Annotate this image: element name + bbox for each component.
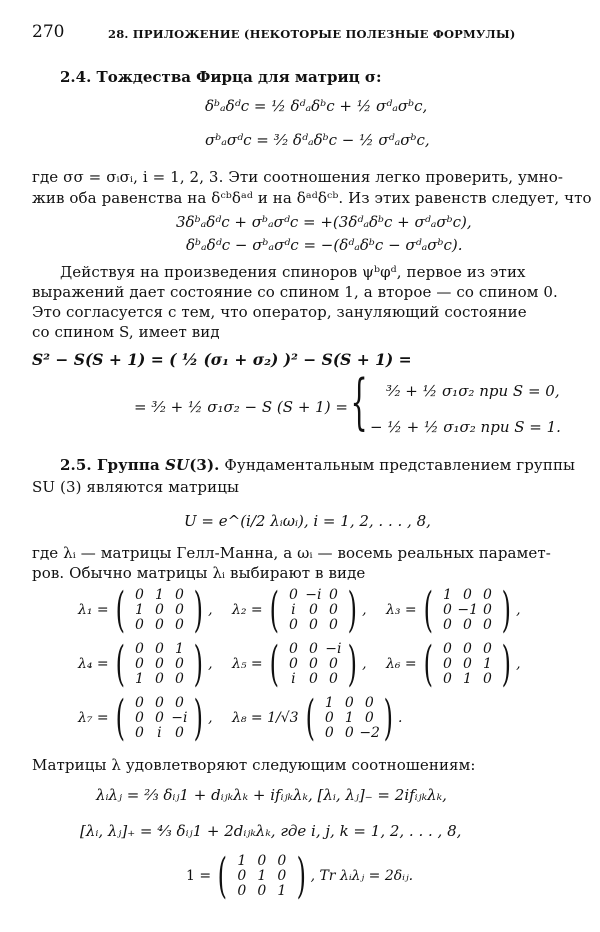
matrix-grid <box>232 854 292 899</box>
heading-group-name: SU <box>165 456 190 474</box>
right-paren: ) <box>502 582 512 638</box>
equation-fierz-3: 3δᵇₐδᵈc + σᵇₐσᵈc = +(3δᵈₐδᵇc + σᵈₐσᵇc), <box>176 213 472 231</box>
gell-mann-lambda-8: λ₈ = 1/√3 ( 1 0 0 0 1 0 0 0 −2 ) . <box>232 690 403 746</box>
matrix-entry: 0 <box>442 670 452 687</box>
paragraph-line: Действуя на произведения спиноров ψᵇφᵈ, первое из этих <box>60 263 526 281</box>
equation-product: λᵢλⱼ = ⅔ δᵢⱼ1 + dᵢⱼₖλₖ + ifᵢⱼₖλₖ, [λᵢ, λⱼ]₋ = 2ifᵢⱼₖλₖ, <box>96 786 447 804</box>
left-paren: ( <box>269 636 279 692</box>
matrix-entry: 0 <box>344 724 354 741</box>
matrix-entry: −i <box>171 709 188 726</box>
matrix-label: λ₈ = 1/√3 <box>232 710 299 726</box>
matrix-entry: 1 <box>154 586 164 603</box>
gell-mann-lambda-2: λ₂ = ( 0 −i 0 i 0 0 0 0 0 ) , <box>232 582 367 638</box>
equation-fierz-4: δᵇₐδᵈc − σᵇₐσᵈc = −(δᵈₐδᵇc − σᵈₐσᵇc). <box>186 236 463 254</box>
matrix-label: λ₃ = <box>386 602 417 618</box>
matrix-entry: 0 <box>174 616 184 633</box>
matrix-label: λ₇ = <box>78 710 109 726</box>
right-paren: ) <box>194 636 204 692</box>
equation-fierz-2: σᵇₐσᵈc = ³⁄₂ δᵈₐδᵇc − ½ σᵈₐσᵇc, <box>205 131 430 149</box>
matrix-entry: −i <box>325 640 342 657</box>
matrix-entry: i <box>291 670 296 687</box>
left-paren: ( <box>115 690 125 746</box>
left-paren: ( <box>269 582 279 638</box>
matrix-grid <box>129 588 189 633</box>
paragraph-line: со спином S, имеет вид <box>32 323 220 341</box>
matrix-entry: 0 <box>154 640 164 657</box>
matrix-entry: 0 <box>154 694 164 711</box>
matrix-entry: 0 <box>288 616 298 633</box>
matrix-entry: 0 <box>277 867 287 884</box>
matrix-entry: 0 <box>462 616 472 633</box>
matrix-entry: 0 <box>288 640 298 657</box>
equation-case-spin-1: − ½ + ½ σ₁σ₂ при S = 1. <box>370 418 561 436</box>
right-paren: ) <box>383 690 394 746</box>
matrix-label: λ₆ = <box>386 656 417 672</box>
paragraph-line: где λᵢ — матрицы Гелл-Манна, а ωᵢ — восемь реальных парамет- <box>32 544 551 562</box>
matrix-entry: 0 <box>364 694 374 711</box>
matrix-entry: 0 <box>134 640 144 657</box>
left-paren: ( <box>115 582 125 638</box>
heading-label: 2.5. Группа <box>60 456 166 474</box>
matrix-entry: 1 <box>257 867 267 884</box>
right-paren: ) <box>348 636 358 692</box>
left-paren: ( <box>305 690 315 746</box>
matrix-entry: i <box>291 601 296 618</box>
page-number: 270 <box>32 22 65 42</box>
matrix-entry: 0 <box>237 882 247 899</box>
matrix-entry: 1 <box>442 586 452 603</box>
paragraph-line: SU (3) являются матрицы <box>32 478 239 496</box>
matrix-entry: 0 <box>364 709 374 726</box>
matrix-entry: 0 <box>442 640 452 657</box>
gell-mann-lambda-1: λ₁ = ( 0 1 0 1 0 0 0 0 0 ) , <box>78 582 213 638</box>
matrix-entry: 0 <box>134 655 144 672</box>
matrix-entry: 0 <box>462 640 472 657</box>
matrix-entry: 0 <box>154 616 164 633</box>
matrix-grid <box>129 696 189 741</box>
matrix-entry: 0 <box>328 655 338 672</box>
matrix-entry: 1 <box>174 640 184 657</box>
matrix-entry: 0 <box>482 670 492 687</box>
section-heading-2-5 <box>60 456 575 474</box>
matrix-entry: 1 <box>237 852 247 869</box>
matrix-entry: 0 <box>174 694 184 711</box>
matrix-entry: 0 <box>154 670 164 687</box>
matrix-entry: 0 <box>308 655 318 672</box>
section-heading-2-4: 2.4. Тождества Фирца для матриц σ: <box>60 68 382 86</box>
matrix-grid <box>319 696 379 741</box>
matrix-entry: 0 <box>174 724 184 741</box>
matrix-entry: 0 <box>328 616 338 633</box>
matrix-entry: 1 <box>134 670 144 687</box>
matrix-entry: 0 <box>134 724 144 741</box>
matrix-entry: 0 <box>134 616 144 633</box>
matrix-entry: −2 <box>359 724 380 741</box>
paragraph-line: выражений дает состояние со спином 1, а второе — со спином 0. <box>32 283 558 301</box>
gell-mann-lambda-3: λ₃ = ( 1 0 0 0 −1 0 0 0 0 ) , <box>386 582 521 638</box>
matrix-entry: 0 <box>328 601 338 618</box>
matrix-entry: 0 <box>288 586 298 603</box>
gell-mann-lambda-6: λ₆ = ( 0 0 0 0 0 1 0 1 0 ) , <box>386 636 521 692</box>
equation-spin-operator-rhs: = ³⁄₂ + ½ σ₁σ₂ − S (S + 1) = <box>134 398 348 416</box>
matrix-entry: 0 <box>257 852 267 869</box>
matrix-entry: 0 <box>308 616 318 633</box>
matrix-label: λ₁ = <box>78 602 109 618</box>
running-head: 28. ПРИЛОЖЕНИЕ (НЕКОТОРЫЕ ПОЛЕЗНЫЕ ФОРМУЛЫ) <box>108 27 516 41</box>
matrix-entry: 0 <box>174 670 184 687</box>
matrix-label: λ₄ = <box>78 656 109 672</box>
left-paren: ( <box>217 848 228 904</box>
right-paren: ) <box>502 636 512 692</box>
equation-anticommutator: [λᵢ, λⱼ]₊ = ⁴⁄₃ δᵢⱼ1 + 2dᵢⱼₖλₖ, где i, j, k = 1, 2, . . . , 8, <box>80 822 462 840</box>
matrix-entry: 0 <box>482 640 492 657</box>
matrix-grid <box>437 588 497 633</box>
matrix-entry: 0 <box>237 867 247 884</box>
gell-mann-lambda-7: λ₇ = ( 0 0 0 0 0 −i 0 i 0 ) , <box>78 690 213 746</box>
paragraph-line: Матрицы λ удовлетворяют следующим соотношениям: <box>32 756 476 774</box>
matrix-entry: 0 <box>257 882 267 899</box>
right-paren: ) <box>348 582 358 638</box>
matrix-entry: 0 <box>288 655 298 672</box>
matrix-entry: i <box>157 724 162 741</box>
gell-mann-lambda-4: λ₄ = ( 0 0 1 0 0 0 1 0 0 ) , <box>78 636 213 692</box>
matrix-grid <box>283 588 343 633</box>
matrix-entry: 0 <box>134 586 144 603</box>
paragraph-line: жив оба равенства на δᶜᵇδᵃᵈ и на δᵃᵈδᶜᵇ. Из этих равенств следует, что <box>32 189 592 207</box>
matrix-entry: 0 <box>442 601 452 618</box>
equation-spin-operator: S² − S(S + 1) = ( ½ (σ₁ + σ₂) )² − S(S + 1) = <box>32 350 412 369</box>
matrix-entry: 0 <box>174 655 184 672</box>
right-paren: ) <box>194 582 204 638</box>
matrix-entry: 1 <box>482 655 492 672</box>
identity-matrix <box>186 848 414 904</box>
matrix-entry: 0 <box>344 694 354 711</box>
matrix-entry: 0 <box>324 709 334 726</box>
matrix-entry: 0 <box>462 655 472 672</box>
matrix-entry: 0 <box>154 709 164 726</box>
matrix-entry: 0 <box>277 852 287 869</box>
matrix-label: 1 = <box>186 868 212 884</box>
matrix-entry: 1 <box>134 601 144 618</box>
matrix-grid <box>283 642 343 687</box>
matrix-entry: 0 <box>134 709 144 726</box>
paragraph-line: Это согласуется с тем, что оператор, зануляющий состояние <box>32 303 527 321</box>
equation-su3-element: U = e^(i/2 λᵢωᵢ), i = 1, 2, . . . , 8, <box>184 512 431 530</box>
matrix-entry: 0 <box>328 586 338 603</box>
matrix-entry: 0 <box>174 601 184 618</box>
equation-case-spin-0: ³⁄₂ + ½ σ₁σ₂ при S = 0, <box>386 382 560 400</box>
left-paren: ( <box>423 636 433 692</box>
left-paren: ( <box>423 582 433 638</box>
matrix-entry: 0 <box>482 586 492 603</box>
matrix-entry: 0 <box>154 655 164 672</box>
trace-relation: , Tr λᵢλⱼ = 2δᵢⱼ. <box>310 868 414 884</box>
heading-group-arg: (3). <box>189 456 220 474</box>
right-paren: ) <box>194 690 204 746</box>
matrix-entry: −1 <box>457 601 479 618</box>
cases-brace: { <box>350 367 368 437</box>
matrix-label: λ₅ = <box>232 656 263 672</box>
matrix-entry: 1 <box>277 882 287 899</box>
matrix-entry: 0 <box>328 670 338 687</box>
matrix-entry: 0 <box>134 694 144 711</box>
matrix-entry: 0 <box>308 601 318 618</box>
heading-text: Фундаментальным представлением группы <box>224 456 576 474</box>
matrix-entry: 1 <box>344 709 354 726</box>
matrix-entry: 0 <box>442 616 452 633</box>
left-paren: ( <box>115 636 125 692</box>
matrix-entry: 1 <box>324 694 334 711</box>
paragraph-line: ров. Обычно матрицы λᵢ выбирают в виде <box>32 564 366 582</box>
matrix-entry: 0 <box>324 724 334 741</box>
matrix-entry: 0 <box>482 616 492 633</box>
right-paren: ) <box>296 848 306 904</box>
matrix-entry: 0 <box>462 586 472 603</box>
matrix-entry: 1 <box>462 670 472 687</box>
matrix-entry: 0 <box>308 670 318 687</box>
matrix-entry: 0 <box>174 586 184 603</box>
equation-fierz-1: δᵇₐδᵈc = ½ δᵈₐδᵇc + ½ σᵈₐσᵇc, <box>205 97 428 115</box>
matrix-entry: 0 <box>154 601 164 618</box>
matrix-label: λ₂ = <box>232 602 263 618</box>
matrix-grid <box>129 642 189 687</box>
matrix-entry: 0 <box>442 655 452 672</box>
matrix-entry: −i <box>305 586 322 603</box>
matrix-grid <box>437 642 497 687</box>
matrix-entry: 0 <box>308 640 318 657</box>
matrix-entry: 0 <box>482 601 492 618</box>
paragraph-line: где σσ = σᵢσᵢ, i = 1, 2, 3. Эти соотношения легко проверить, умно- <box>32 168 564 186</box>
gell-mann-lambda-5: λ₅ = ( 0 0 −i 0 0 0 i 0 0 ) , <box>232 636 367 692</box>
